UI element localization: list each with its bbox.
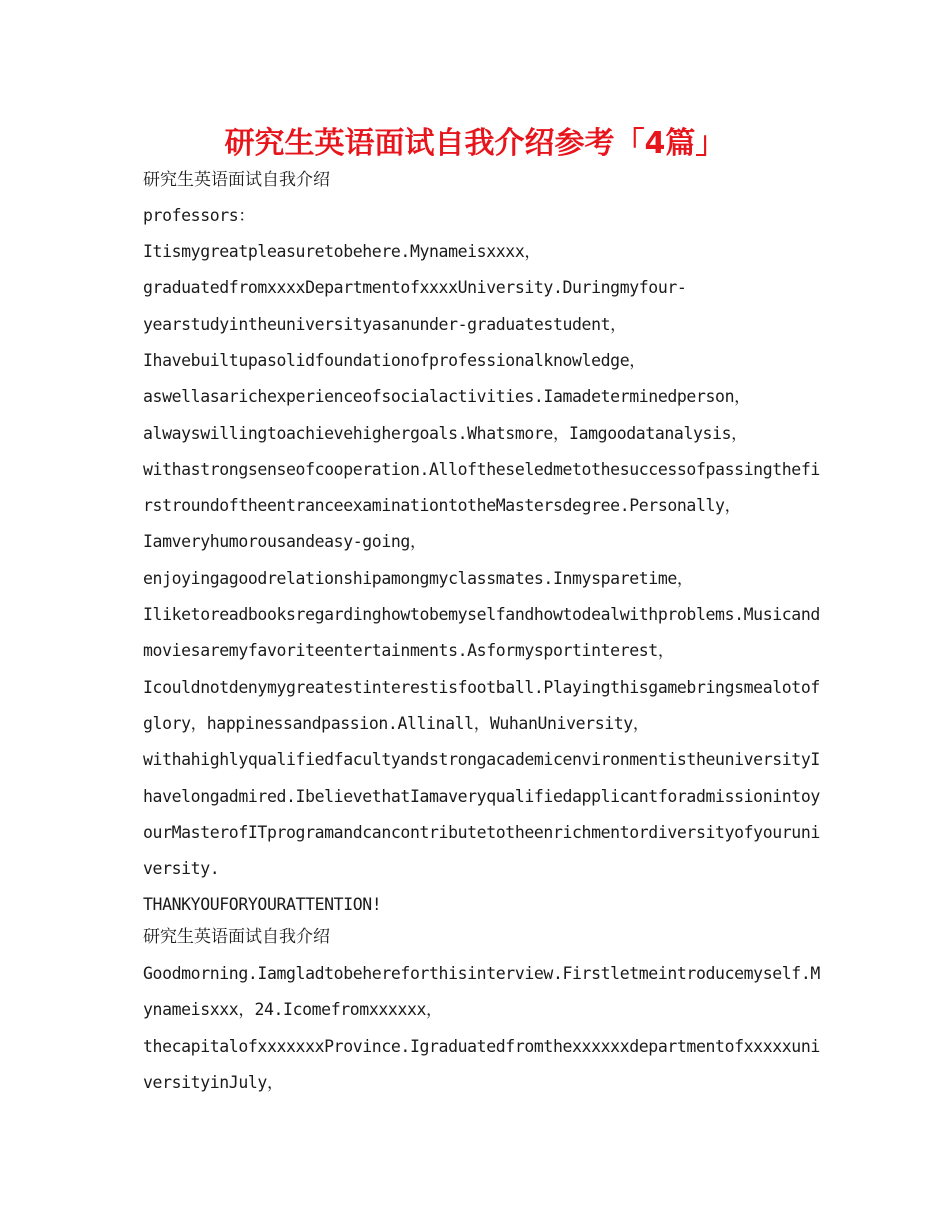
body-line: professors： bbox=[143, 206, 255, 225]
body-line: versity. bbox=[143, 859, 220, 878]
body-line: ynameisxxx，24.Icomefromxxxxxx， bbox=[143, 1000, 443, 1019]
body-line: moviesaremyfavoriteentertainments.Asformysportinterest， bbox=[143, 641, 674, 660]
body-line: enjoyingagoodrelationshipamongmyclassmates.Inmysparetime， bbox=[143, 569, 693, 588]
body-line: ourMasterofITprogramandcancontributetotheenrichmentordiversityofyouruni bbox=[143, 823, 820, 842]
body-line: Ihavebuiltupasolidfoundationofprofessionalknowledge， bbox=[143, 351, 646, 370]
body-line: glory，happinessandpassion.Allinall，WuhanUniversity， bbox=[143, 714, 649, 733]
body-line: Icouldnotdenymygreatestinterestisfootball.Playingthisgamebringsmealotof bbox=[143, 678, 820, 697]
body-line: THANKYOUFORYOURATTENTION! bbox=[143, 895, 382, 914]
body-line: withastrongsenseofcooperation.Alloftheseledmetothesuccessofpassingthefi bbox=[143, 460, 820, 479]
body-line: graduatedfromxxxxDepartmentofxxxxUniversity.Duringmyfour- bbox=[143, 278, 687, 297]
section-heading-2: 研究生英语面试自我介绍 bbox=[143, 927, 330, 947]
document-title: 研究生英语面试自我介绍参考「4篇」 bbox=[224, 126, 726, 161]
section-heading-1: 研究生英语面试自我介绍 bbox=[143, 170, 330, 190]
body-line: versityinJuly， bbox=[143, 1073, 284, 1092]
body-line: Goodmorning.Iamgladtobehereforthisinterview.Firstletmeintroducemyself.M bbox=[143, 964, 820, 983]
body-line: yearstudyintheuniversityasanunder-graduatestudent， bbox=[143, 315, 627, 334]
body-line: rstroundoftheentranceexaminationtotheMastersdegree.Personally， bbox=[143, 496, 741, 515]
body-line: havelongadmired.IbelievethatIamaveryqualifiedapplicantforadmissionintoy bbox=[143, 787, 820, 806]
body-line: Iliketoreadbooksregardinghowtobemyselfandhowtodealwithproblems.Musicand bbox=[143, 605, 820, 624]
body-line: Iamveryhumorousandeasy-going， bbox=[143, 532, 427, 551]
body-line: alwayswillingtoachievehighergoals.Whatsmore，Iamgoodatanalysis， bbox=[143, 424, 748, 443]
body-line: thecapitalofxxxxxxxProvince.Igraduatedfromthexxxxxxdepartmentofxxxxxuni bbox=[143, 1037, 820, 1056]
body-line: Itismygreatpleasuretobehere.Mynameisxxxx， bbox=[143, 242, 541, 261]
body-line: aswellasarichexperienceofsocialactivities.Iamadeterminedperson， bbox=[143, 387, 751, 406]
body-line: withahighlyqualifiedfacultyandstrongacademicenvironmentistheuniversityI bbox=[143, 750, 820, 769]
